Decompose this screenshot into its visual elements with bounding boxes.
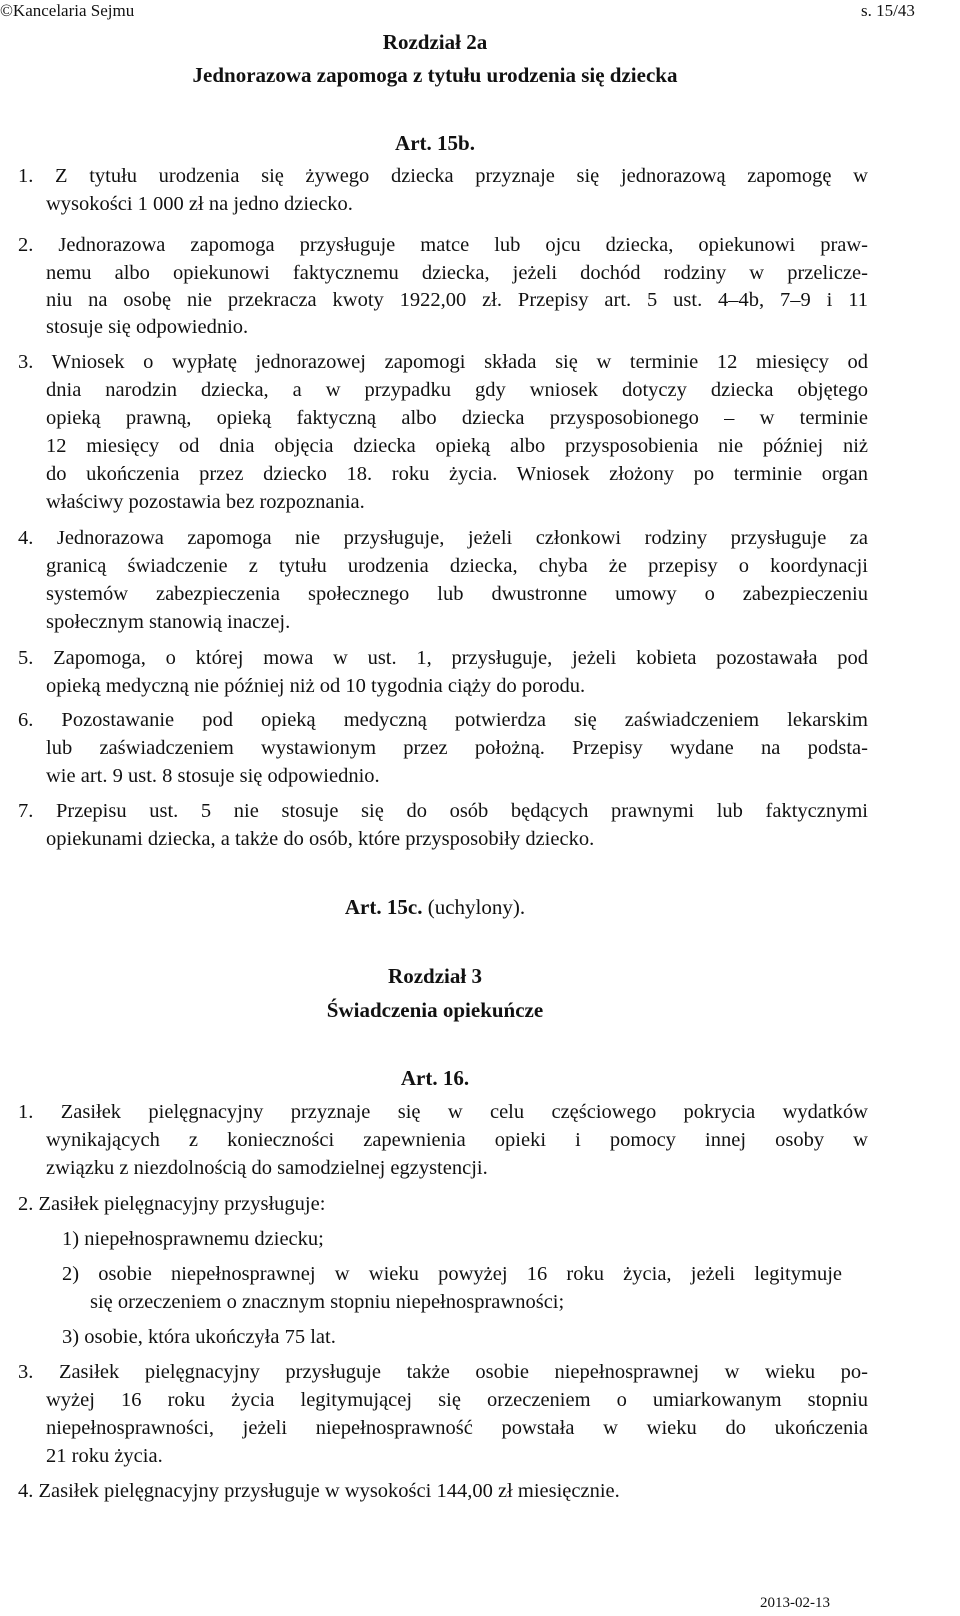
chapter-2a-title: Rozdział 2a [382, 30, 488, 54]
art16-line: 21 roku życia. [46, 1445, 163, 1467]
art16-line: niepełnosprawności, jeżeli niepełnosprawność powstała w wieku do ukończenia [46, 1417, 868, 1439]
art15b-line: wysokości 1 000 zł na jedno dziecko. [46, 193, 353, 215]
art16-line: związku z niezdolnością do samodzielnej egzystencji. [46, 1157, 488, 1179]
art16-line: wynikających z konieczności zapewnienia opieki i pomocy innej osoby w [46, 1129, 868, 1151]
art16-line: 1) niepełnosprawnemu dziecku; [62, 1228, 324, 1250]
art15b-line: społecznym stanowią inaczej. [46, 611, 291, 633]
art15b-line: 5. Zapomoga, o której mowa w ust. 1, przysługuje, jeżeli kobieta pozostawała pod [18, 647, 868, 669]
art15b-line: systemów zabezpieczenia społecznego lub dwustronne umowy o zabezpieczeniu [46, 583, 868, 605]
art16-line: 4. Zasiłek pielęgnacyjny przysługuje w wysokości 144,00 zł miesięcznie. [18, 1480, 620, 1502]
header-page-number: s. 15/43 [861, 1, 915, 20]
art15b-line: nemu albo opiekunowi faktycznemu dziecka, jeżeli dochód rodziny w przelicze- [46, 262, 868, 284]
art15b-line: dnia narodzin dziecka, a w przypadku gdy wniosek dotyczy dziecka objętego [46, 379, 868, 401]
art15b-line: 6. Pozostawanie pod opieką medyczną potwierdza się zaświadczeniem lekarskim [18, 709, 868, 731]
art16-line: 1. Zasiłek pielęgnacyjny przyznaje się w celu częściowego pokrycia wydatków [18, 1101, 868, 1123]
chapter-3-subtitle: Świadczenia opiekuńcze [326, 998, 544, 1022]
art-15b-heading: Art. 15b. [395, 131, 475, 155]
art15b-line: 4. Jednorazowa zapomoga nie przysługuje, jeżeli członkowi rodziny przysługuje za [18, 527, 868, 549]
art15b-line: do ukończenia przez dziecko 18. roku życia. Wniosek złożony po terminie organ [46, 463, 868, 485]
art16-line: wyżej 16 roku życia legitymującej się orzeczeniem o umiarkowanym stopniu [46, 1389, 868, 1411]
art-16-heading: Art. 16. [400, 1066, 470, 1090]
art16-line: 3) osobie, która ukończyła 75 lat. [62, 1326, 336, 1348]
footer-date: 2013-02-13 [760, 1595, 830, 1611]
art15b-line: 1. Z tytułu urodzenia się żywego dziecka przyznaje się jednorazową zapomogę w [18, 165, 868, 187]
art15b-line: opieką prawną, opieką faktyczną albo dziecka przysposobionego – w terminie [46, 407, 868, 429]
chapter-3-title: Rozdział 3 [388, 964, 482, 988]
art15b-line: granicą świadczenie z tytułu urodzenia dziecka, chyba że przepisy o koordynacji [46, 555, 868, 577]
art16-line: 2) osobie niepełnosprawnej w wieku powyżej 16 roku życia, jeżeli legitymuje [62, 1263, 842, 1285]
chapter-2a-subtitle: Jednorazowa zapomoga z tytułu urodzenia się dziecka [192, 63, 678, 87]
art-15c-status: (uchylony). [422, 895, 526, 919]
art15b-line: 7. Przepisu ust. 5 nie stosuje się do osób będących prawnymi lub faktycznymi [18, 800, 868, 822]
art-15c-number: Art. 15c. [344, 895, 423, 919]
art15b-line: stosuje się odpowiednio. [46, 316, 249, 338]
art15b-line: lub zaświadczeniem wystawionym przez położną. Przepisy wydane na podsta- [46, 737, 868, 759]
art15b-line: 2. Jednorazowa zapomoga przysługuje matce lub ojcu dziecka, opiekunowi praw- [18, 234, 868, 256]
art16-line: 2. Zasiłek pielęgnacyjny przysługuje: [18, 1193, 326, 1215]
art-15c [0, 897, 870, 918]
art15b-line: 3. Wniosek o wypłatę jednorazowej zapomogi składa się w terminie 12 miesięcy od [18, 351, 868, 373]
art15b-line: opiekunami dziecka, a także do osób, które przysposobiły dziecko. [46, 828, 595, 850]
art15b-line: 12 miesięcy od dnia objęcia dziecka opieką albo przysposobienia nie później niż [46, 435, 868, 457]
art16-line: się orzeczeniem o znacznym stopniu niepełnosprawności; [90, 1291, 565, 1313]
header-copyright: ©Kancelaria Sejmu [0, 1, 135, 20]
art15b-line: właściwy pozostawia bez rozpoznania. [46, 491, 365, 513]
art15b-line: niu na osobę nie przekracza kwoty 1922,00 zł. Przepisy art. 5 ust. 4–4b, 7–9 i 11 [46, 289, 868, 311]
art16-line: 3. Zasiłek pielęgnacyjny przysługuje także osobie niepełnosprawnej w wieku po- [18, 1361, 868, 1383]
art15b-line: wie art. 9 ust. 8 stosuje się odpowiednio. [46, 765, 380, 787]
art15b-line: opieką medyczną nie później niż od 10 tygodnia ciąży do porodu. [46, 675, 586, 697]
